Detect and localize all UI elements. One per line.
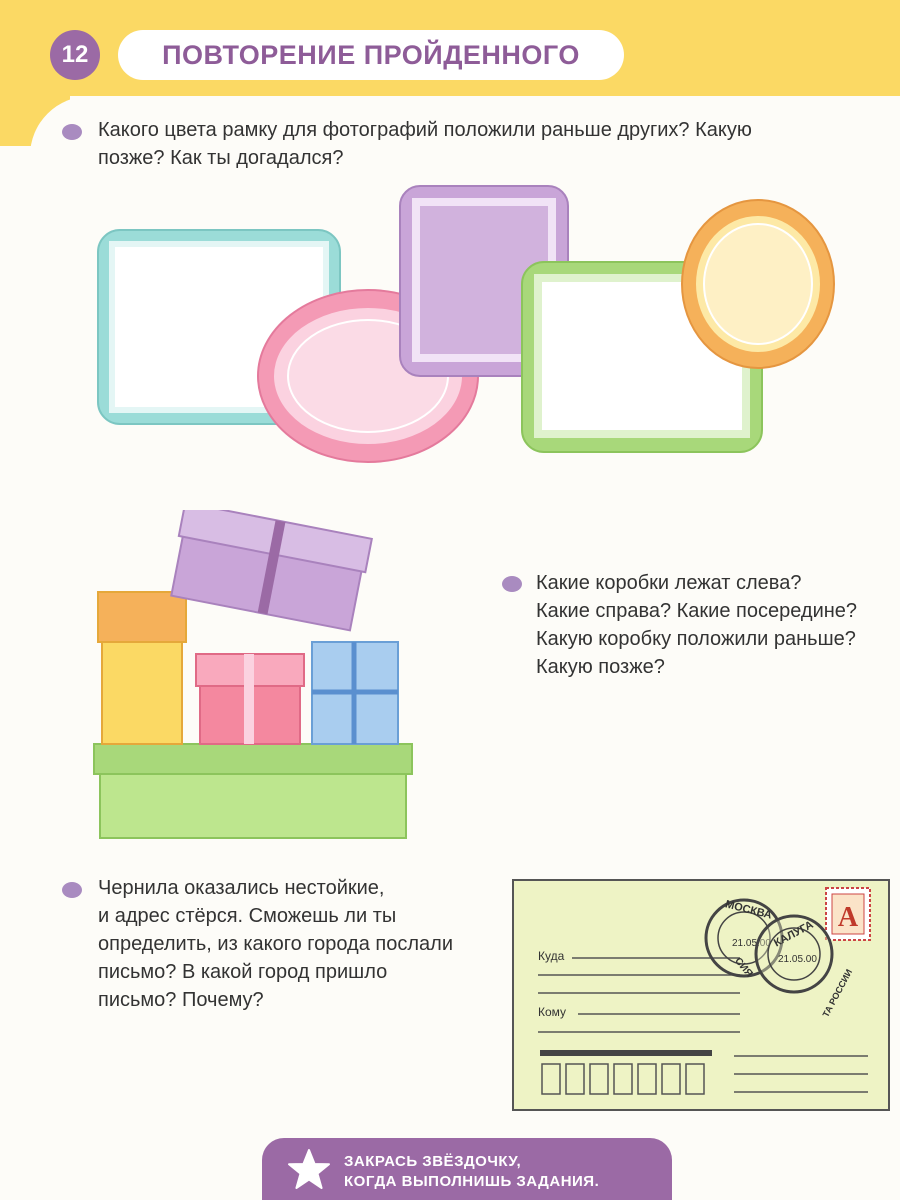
stamp-letter: А	[837, 902, 859, 933]
postmark-1-city: МОСКВА	[723, 898, 774, 922]
task-3-question	[98, 874, 453, 1014]
postmark-1-date: 21.05.00	[732, 938, 771, 949]
gift-boxes-illustration	[80, 510, 440, 840]
task-2-line-1: Какие коробки лежат слева?	[536, 572, 802, 594]
footer-line-2: КОГДА ВЫПОЛНИШЬ ЗАДАНИЯ.	[344, 1173, 600, 1190]
green-box	[94, 744, 412, 838]
task-2-question	[536, 569, 857, 681]
recipient-label: Кому	[538, 1005, 567, 1019]
page-number: 12	[50, 30, 100, 80]
yellow-box	[98, 592, 186, 744]
pink-box	[196, 654, 304, 744]
star-icon	[286, 1147, 332, 1193]
bullet-icon	[502, 576, 522, 592]
blue-box	[312, 642, 398, 744]
task-3-line-2: и адрес стёрся. Сможешь ли ты	[98, 905, 397, 927]
task-1-line-1: Какого цвета рамку для фотографий положили раньше других? Какую	[98, 119, 752, 141]
postmark-2-city: КАЛУГА	[771, 918, 816, 950]
to-label: Куда	[538, 949, 565, 963]
task-1-question	[98, 116, 752, 172]
footer-instruction	[344, 1152, 599, 1192]
postmark-2-bottom: ТА РОССИИ	[820, 967, 855, 1019]
postmark-2-date: 21.05.00	[778, 954, 817, 965]
task-2-line-4: Какую позже?	[536, 656, 665, 678]
task-3-line-1: Чернила оказались нестойкие,	[98, 877, 385, 899]
task-3-line-4: письмо? В какой город пришло	[98, 961, 388, 983]
orange-frame	[682, 200, 834, 368]
task-2-line-2: Какие справа? Какие посередине?	[536, 600, 858, 622]
task-3-line-5: письмо? Почему?	[98, 989, 264, 1011]
task-1-line-2: позже? Как ты догадался?	[98, 147, 344, 169]
bullet-icon	[62, 124, 82, 140]
footer-line-1: ЗАКРАСЬ ЗВЁЗДОЧКУ,	[344, 1153, 522, 1170]
postage-stamp	[826, 888, 870, 940]
footer-banner	[262, 1138, 672, 1200]
task-2-line-3: Какую коробку положили раньше?	[536, 628, 856, 650]
task-3-line-3: определить, из какого города послали	[98, 933, 453, 955]
photo-frames-illustration	[90, 180, 850, 480]
page-title: ПОВТОРЕНИЕ ПРОЙДЕННОГО	[118, 30, 624, 80]
bullet-icon	[62, 882, 82, 898]
postmark-1-bottom: СИЯ	[732, 955, 755, 980]
envelope-illustration	[512, 878, 892, 1114]
header-decoration	[0, 96, 70, 146]
purple-box	[167, 510, 371, 631]
